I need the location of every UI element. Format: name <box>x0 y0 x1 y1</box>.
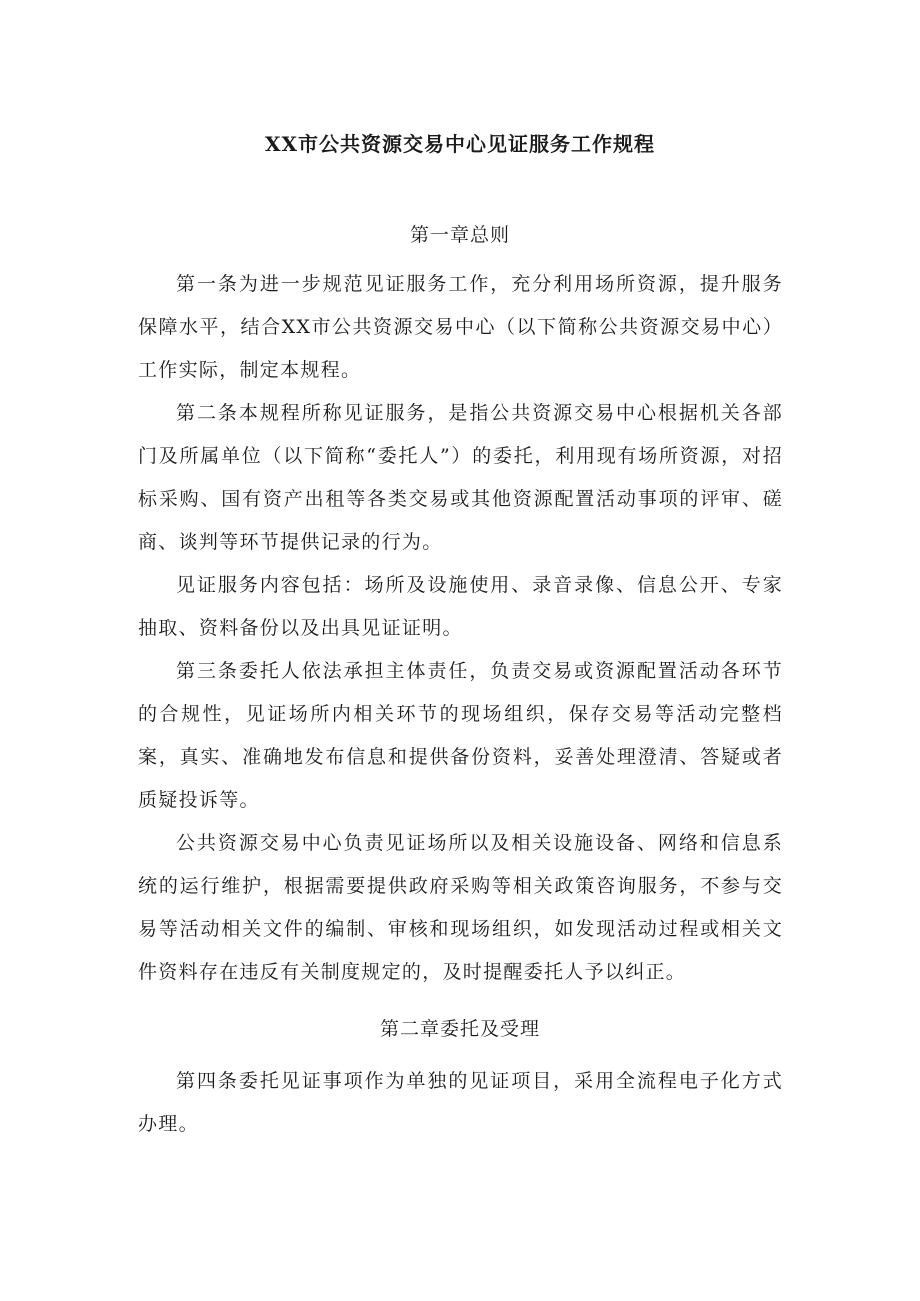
paragraph-article-2: 第二条本规程所称见证服务，是指公共资源交易中心根据机关各部门及所属单位（以下简称“委托人”）的委托，利用现有场所资源，对招标采购、国有资产出租等各类交易或其他资源配置活动事项的评审、磋商、谈判等环节提供记录的行为。 <box>138 402 783 553</box>
chapter-heading-2: 第二章委托及受理 <box>379 1018 540 1040</box>
document-title: XX市公共资源交易中心见证服务工作规程 <box>264 132 656 156</box>
paragraph-article-3: 第三条委托人依法承担主体责任，负责交易或资源配置活动各环节的合规性，见证场所内相关环节的现场组织，保存交易等活动完整档案，真实、准确地发布信息和提供备份资料，妥善处理澄清、答疑或者质疑投诉等。 <box>138 660 783 811</box>
paragraph-center-duties: 公共资源交易中心负责见证场所以及相关设施设备、网络和信息系统的运行维护，根据需要提供政府采购等相关政策咨询服务，不参与交易等活动相关文件的编制、审核和现场组织，如发现活动过程或相关文件资料存在违反有关制度规定的，及时提醒委托人予以纠正。 <box>138 832 783 983</box>
paragraph-article-1: 第一条为进一步规范见证服务工作，充分利用场所资源，提升服务保障水平，结合XX市公共资源交易中心（以下简称公共资源交易中心）工作实际，制定本规程。 <box>138 273 783 381</box>
paragraph-article-4: 第四条委托见证事项作为单独的见证项目，采用全流程电子化方式办理。 <box>138 1070 783 1135</box>
paragraph-service-content: 见证服务内容包括：场所及设施使用、录音录像、信息公开、专家抽取、资料备份以及出具见证证明。 <box>138 574 783 639</box>
chapter-heading-1: 第一章总则 <box>409 224 510 246</box>
